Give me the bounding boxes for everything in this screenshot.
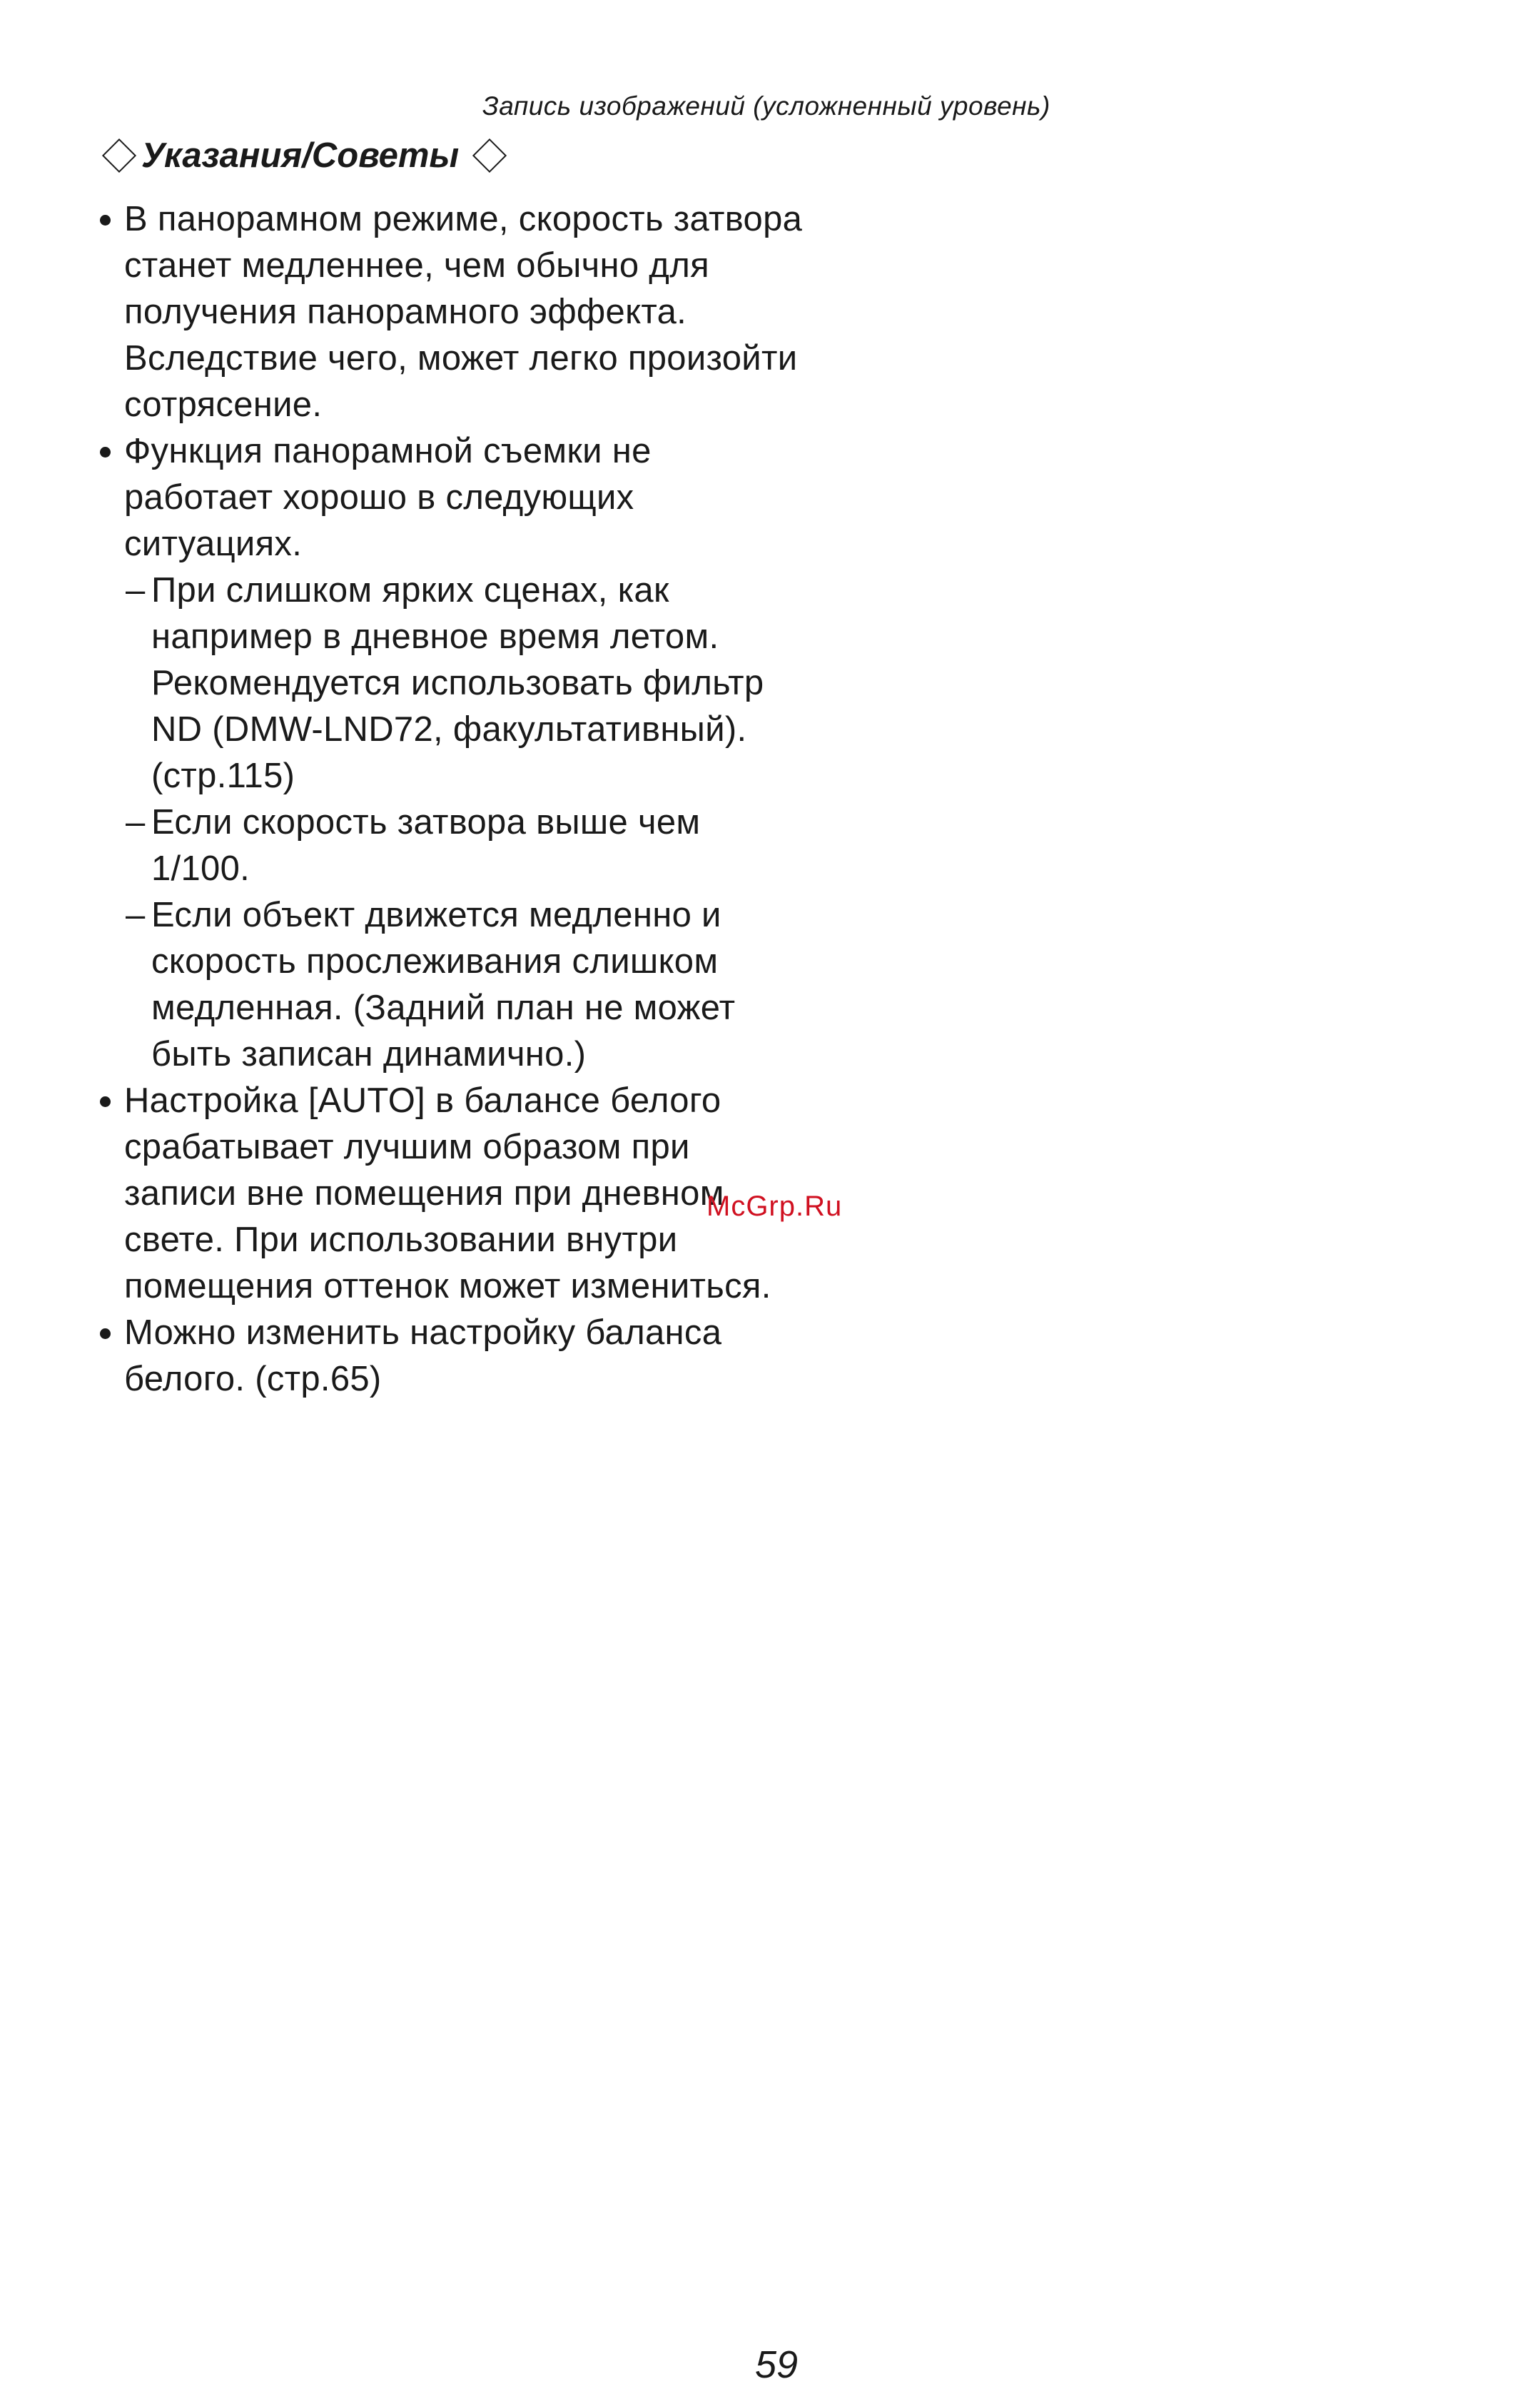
section-title: Указания/Советы bbox=[141, 136, 460, 175]
tips-list bbox=[94, 196, 808, 1403]
sub-list-item bbox=[94, 892, 808, 1078]
list-item bbox=[94, 428, 808, 567]
bullet-text: В панорамном режиме, скорость затвора станет медленнее, чем обычно для получения панорамного эффекта. Вследствие чего, может легко произойти сотрясение. bbox=[124, 200, 803, 424]
list-item bbox=[94, 196, 808, 428]
bullet-icon bbox=[100, 447, 111, 458]
list-item bbox=[94, 1310, 808, 1403]
bullet-icon bbox=[100, 1328, 111, 1339]
running-header: Запись изображений (усложненный уровень) bbox=[482, 91, 1050, 121]
bullet-icon bbox=[100, 215, 111, 226]
sub-list-item bbox=[94, 799, 808, 892]
list-item bbox=[94, 1078, 808, 1310]
diamond-icon bbox=[472, 138, 507, 173]
bullet-text: Функция панорамной съемки не работает хорошо в следующих ситуациях. bbox=[124, 432, 652, 563]
dash-marker: – bbox=[126, 896, 146, 934]
dash-marker: – bbox=[126, 571, 146, 610]
bullet-text: Настройка [AUTO] в балансе белого срабатывает лучшим образом при записи вне помещения при дневном свете. При использовании внутри помещения оттенок может измениться. bbox=[124, 1081, 771, 1305]
page-number: 59 bbox=[755, 2343, 799, 2386]
watermark: McGrp.Ru bbox=[706, 1191, 843, 1222]
dash-marker: – bbox=[126, 803, 146, 842]
bullet-text: Можно изменить настройку баланса белого. (стр.65) bbox=[124, 1313, 722, 1398]
diamond-icon bbox=[102, 138, 136, 173]
bullet-icon bbox=[100, 1096, 111, 1107]
sub-list-item bbox=[94, 567, 808, 799]
sub-item-text: Если объект движется медленно и скорость прослеживания слишком медленная. (Задний план не может быть записан динамично.) bbox=[151, 896, 736, 1074]
sub-item-text: Если скорость затвора выше чем 1/100. bbox=[151, 803, 701, 888]
section-heading bbox=[100, 136, 502, 176]
sub-item-text: При слишком ярких сценах, как например в дневное время летом. Рекомендуется использовать фильтр ND (DMW-LND72, факультативный). (стр.115) bbox=[151, 571, 764, 795]
